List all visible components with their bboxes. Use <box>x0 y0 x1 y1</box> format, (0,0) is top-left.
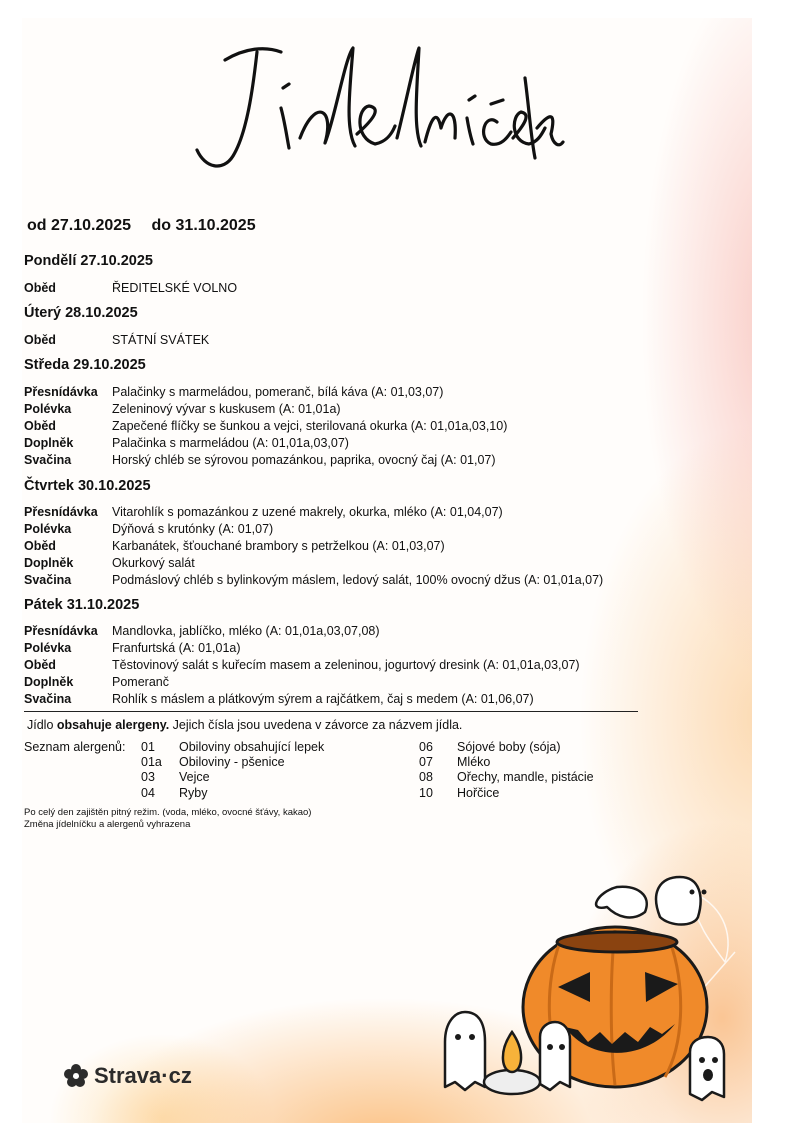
meal-text: Vitarohlík s pomazánkou z uzené makrely, okurka, mléko (A: 01,04,07) <box>112 505 503 519</box>
meal-row <box>24 522 273 536</box>
meal-label: Přesnídávka <box>24 505 98 519</box>
allergen-item <box>419 770 594 784</box>
meal-row <box>24 624 380 638</box>
strava-logo <box>63 1063 192 1089</box>
footnote <box>24 807 311 831</box>
meal-text: Dýňová s krutónky (A: 01,07) <box>112 522 274 536</box>
meal-row <box>24 419 507 433</box>
meal-text: Okurkový salát <box>112 556 195 570</box>
allergen-item <box>419 786 499 800</box>
meal-text: Palačinky s marmeládou, pomeranč, bílá káva (A: 01,03,07) <box>112 385 444 399</box>
date-range <box>27 217 272 235</box>
flower-logo-icon <box>63 1063 89 1089</box>
allergen-name: Obiloviny - pšenice <box>179 755 285 769</box>
meal-label: Přesnídávka <box>24 624 98 638</box>
allergen-note-text: Jídlo <box>27 718 57 732</box>
logo-text: Strava·cz <box>94 1063 192 1088</box>
allergen-item <box>141 755 285 769</box>
allergen-item <box>141 740 324 754</box>
divider <box>24 711 638 712</box>
meal-row <box>24 556 195 570</box>
meal-row <box>24 692 534 706</box>
allergen-note-text-2: Jejich čísla jsou uvedena v závorce za názvem jídla. <box>169 718 463 732</box>
allergen-note <box>27 718 462 732</box>
meal-text: Zapečené flíčky se šunkou a vejci, sterilovaná okurka (A: 01,01a,03,10) <box>112 419 508 433</box>
period-to: do 31.10.2025 <box>151 217 256 234</box>
meal-label: Doplněk <box>24 675 74 689</box>
meal-label: Přesnídávka <box>24 385 98 399</box>
meal-label: Polévka <box>24 522 72 536</box>
meal-text: Podmáslový chléb s bylinkovým máslem, ledový salát, 100% ovocný džus (A: 01,01a,07) <box>112 573 604 587</box>
meal-label: Svačina <box>24 453 72 467</box>
meal-label: Svačina <box>24 692 72 706</box>
meal-label: Oběd <box>24 658 56 672</box>
meal-row <box>24 573 603 587</box>
meal-text: Mandlovka, jablíčko, mléko (A: 01,01a,03,07,08) <box>112 624 380 638</box>
allergen-item <box>419 740 561 754</box>
footnote-line-1: Po celý den zajištěn pitný režim. (voda, mléko, ovocné šťávy, kakao) <box>24 807 312 818</box>
day-heading-tuesday: Úterý 28.10.2025 <box>24 305 138 321</box>
meal-text: Franfurtská (A: 01,01a) <box>112 641 241 655</box>
meal-row <box>24 658 580 672</box>
meal-row <box>24 505 503 519</box>
meal-text: ŘEDITELSKÉ VOLNO <box>112 281 238 295</box>
allergen-name: Ryby <box>179 786 208 800</box>
allergen-list-label: Seznam alergenů: <box>24 740 126 754</box>
allergen-item <box>141 770 210 784</box>
allergen-code: 04 <box>141 786 155 800</box>
meal-row <box>24 539 445 553</box>
meal-row <box>24 641 241 655</box>
allergen-name: Hořčice <box>457 786 500 800</box>
meal-label: Doplněk <box>24 556 74 570</box>
meal-text: Zeleninový vývar s kuskusem (A: 01,01a) <box>112 402 341 416</box>
meal-label: Polévka <box>24 402 72 416</box>
allergen-code: 06 <box>419 740 433 754</box>
meal-label: Oběd <box>24 333 56 347</box>
meal-row <box>24 436 349 450</box>
allergen-code: 07 <box>419 755 433 769</box>
meal-text: Karbanátek, šťouchané brambory s petrželkou (A: 01,03,07) <box>112 539 445 553</box>
meal-text: Pomeranč <box>112 675 169 689</box>
meal-row <box>24 402 341 416</box>
allergen-name: Sójové boby (sója) <box>457 740 561 754</box>
allergen-code: 08 <box>419 770 433 784</box>
allergen-code: 01a <box>141 755 162 769</box>
meal-row <box>24 281 237 295</box>
allergen-code: 01 <box>141 740 155 754</box>
allergen-name: Obiloviny obsahující lepek <box>179 740 325 754</box>
allergen-name: Ořechy, mandle, pistácie <box>457 770 594 784</box>
day-heading-friday: Pátek 31.10.2025 <box>24 597 140 613</box>
allergen-name: Mléko <box>457 755 491 769</box>
day-heading-wednesday: Středa 29.10.2025 <box>24 357 146 373</box>
meal-row <box>24 385 443 399</box>
allergen-name: Vejce <box>179 770 210 784</box>
allergen-item <box>141 786 207 800</box>
meal-label: Oběd <box>24 539 56 553</box>
allergen-code: 03 <box>141 770 155 784</box>
day-heading-monday: Pondělí 27.10.2025 <box>24 253 153 269</box>
allergen-note-bold: obsahuje alergeny. <box>56 718 170 732</box>
allergen-code: 10 <box>419 786 433 800</box>
meal-label: Svačina <box>24 573 72 587</box>
meal-row <box>24 675 169 689</box>
meal-row <box>24 333 209 347</box>
period-from: od 27.10.2025 <box>27 217 132 234</box>
meal-text: Horský chléb se sýrovou pomazánkou, paprika, ovocný čaj (A: 01,07) <box>112 453 496 467</box>
meal-label: Polévka <box>24 641 72 655</box>
day-heading-thursday: Čtvrtek 30.10.2025 <box>24 478 151 494</box>
meal-label: Doplněk <box>24 436 74 450</box>
title-handwritten-logo <box>185 38 565 188</box>
meal-text: STÁTNÍ SVÁTEK <box>112 333 210 347</box>
halloween-pumpkin-illustration <box>440 872 740 1122</box>
meal-text: Těstovinový salát s kuřecím masem a zeleninou, jogurtový dresink (A: 01,01a,03,07) <box>112 658 580 672</box>
meal-text: Palačinka s marmeládou (A: 01,01a,03,07) <box>112 436 349 450</box>
meal-text: Rohlík s máslem a plátkovým sýrem a rajčátkem, čaj s medem (A: 01,06,07) <box>112 692 534 706</box>
footnote-line-2: Změna jídelníčku a alergenů vyhrazena <box>24 819 191 830</box>
meal-row <box>24 453 496 467</box>
allergen-item <box>419 755 490 769</box>
meal-label: Oběd <box>24 281 56 295</box>
meal-label: Oběd <box>24 419 56 433</box>
